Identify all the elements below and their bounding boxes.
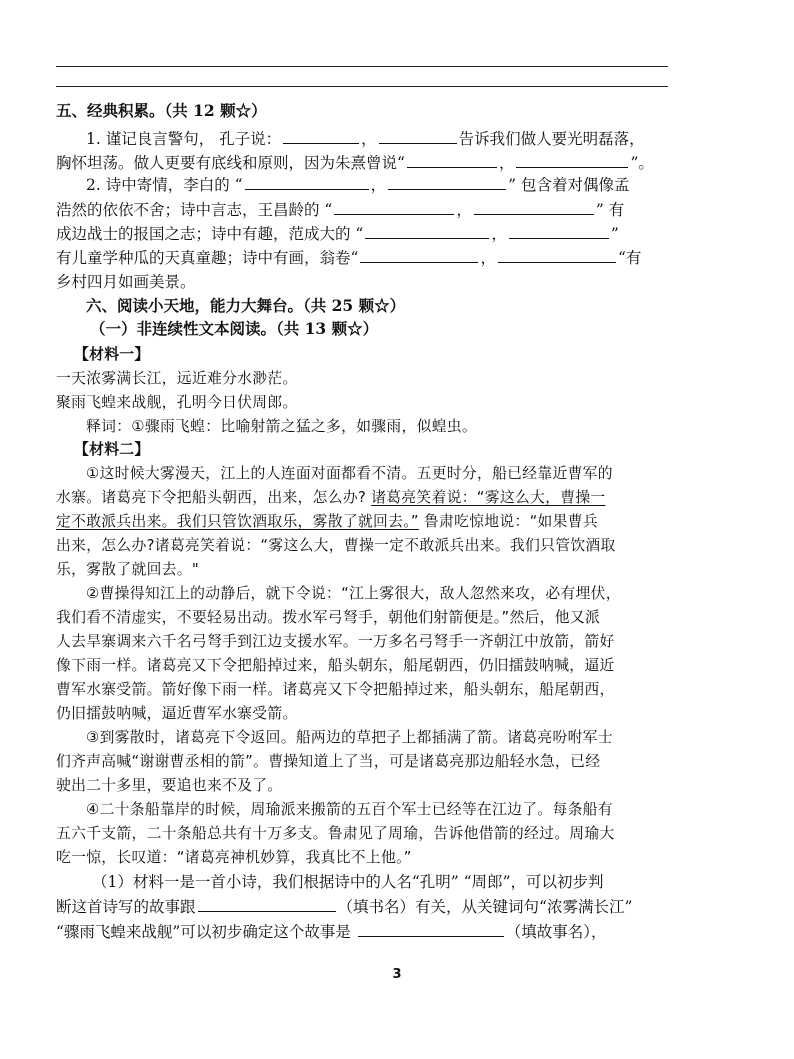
s5-q2-text-h: ， bbox=[491, 225, 507, 243]
s6-q1-text-d: “骤雨飞蝗来战舰”可以初步确定这个故事是 bbox=[56, 923, 356, 941]
answer-blank[interactable] bbox=[365, 224, 489, 239]
section6-title: 六、阅读小天地，能力大舞台。（共 25 颗☆） bbox=[86, 296, 406, 315]
answer-blank[interactable] bbox=[360, 248, 478, 263]
s5-q2-text-k: ， bbox=[480, 249, 496, 267]
poem-line-2: 聚雨飞蝗来战舰，孔明今日伏周郎。 bbox=[56, 394, 298, 411]
answer-blank[interactable] bbox=[379, 129, 457, 144]
p1-line2-underlined: 诸葛亮笑着说：“雾这么大，曹操一 bbox=[371, 489, 606, 506]
p2-line1: ②曹操得知江上的动静后，就下令说：“江上雾很大，敌人忽然来攻，必有埋伏， bbox=[86, 585, 621, 602]
s5-q1-text-e: ， bbox=[498, 154, 515, 172]
p2-line4: 像下雨一样。诸葛亮又下令把船掉过来，船头朝东，船尾朝西，仍旧擂鼓呐喊，逼近 bbox=[56, 657, 615, 674]
s5-q2-text-l: “有 bbox=[617, 249, 642, 267]
answer-blank[interactable] bbox=[407, 153, 497, 168]
page-number: 3 bbox=[392, 967, 402, 982]
p1-line4: 出来，怎么办?诸葛亮笑着说：“雾这么大，曹操一定不敢派兵出来。我们只管饮酒取 bbox=[56, 537, 616, 554]
s5-q2-text-c: ” 包含着对偶像孟 bbox=[508, 176, 630, 194]
book-name-blank[interactable] bbox=[198, 897, 336, 912]
answer-blank[interactable] bbox=[334, 200, 454, 215]
p3-line3: 驶出二十多里，要追也来不及了。 bbox=[56, 777, 283, 794]
answer-blank[interactable] bbox=[474, 200, 594, 215]
p2-line6: 仍旧擂鼓呐喊，逼近曹军水寨受箭。 bbox=[56, 705, 298, 722]
s5-q1-text-f: ”。 bbox=[630, 154, 654, 172]
p4-line2: 五六千支箭，二十条船总共有十万多支。鲁肃见了周瑜，告诉他借箭的经过。周瑜大 bbox=[56, 825, 615, 842]
s5-q2-text-g: 成边战士的报国之志；诗中有趣，范成大的 “ bbox=[56, 225, 364, 243]
p1-line2-a: 水寨。诸葛亮下令把船头朝西，出来，怎么办? bbox=[56, 489, 372, 506]
s5-q2-text-f: ” 有 bbox=[595, 201, 625, 219]
p1-line3-underlined: 定不敢派兵出来。我们只管饮酒取乐，雾散了就回去。” bbox=[56, 513, 419, 530]
p4-line3: 吃一惊，长叹道：“诸葛亮神机妙算，我真比不上他。” bbox=[56, 849, 412, 866]
s5-q2-text-b: ， bbox=[370, 176, 387, 194]
answer-blank[interactable] bbox=[283, 129, 359, 144]
s5-q1-text-b: ， bbox=[361, 130, 377, 148]
answer-blank[interactable] bbox=[245, 175, 369, 190]
s5-q2-text-i: ” bbox=[610, 225, 619, 243]
section6-part1-title: （一）非连续性文本阅读。（共 13 颗☆） bbox=[90, 319, 379, 338]
s5-q1-text-a: 1. 谨记良言警句， 孔子说： bbox=[86, 130, 282, 148]
s6-q1-text-c: （填书名）有关，从关键词句“浓雾满长江” bbox=[337, 898, 633, 916]
s5-q2-text-a: 2. 诗中寄情，李白的 “ bbox=[86, 176, 243, 194]
p2-line5: 曹军水寨受箭。箭好像下雨一样。诸葛亮又下令把船掉过来，船头朝东，船尾朝西， bbox=[56, 681, 615, 698]
s6-q1-line3 bbox=[56, 917, 672, 947]
answer-blank[interactable] bbox=[509, 224, 609, 239]
s6-q1-text-e: （填故事名）， bbox=[505, 923, 607, 941]
story-name-blank[interactable] bbox=[358, 922, 504, 937]
s6-q1-line1: （1）材料一是一首小诗，我们根据诗中的人名“孔明” “周郎”，可以初步判 bbox=[92, 873, 604, 891]
p1-line3-b: 鲁肃吃惊地说：“如果曹兵 bbox=[418, 513, 598, 530]
section5-title: 五、经典积累。（共 12 颗☆） bbox=[56, 101, 267, 120]
s5-q2-text-d: 浩然的依依不舍；诗中言志，王昌龄的 “ bbox=[56, 201, 333, 219]
p1-line1: ①这时候大雾漫天，江上的人连面对面都看不清。五更时分，船已经靠近曹军的 bbox=[86, 465, 613, 482]
p3-line2: 们齐声高喊“谢谢曹丞相的箭”。曹操知道上了当，可是诸葛亮那边船轻水急，已经 bbox=[56, 753, 601, 770]
s5-q2-text-j: 有儿童学种瓜的天真童趣；诗中有画，翁卷“ bbox=[56, 249, 359, 267]
top-rule-1 bbox=[56, 66, 668, 67]
s5-q2-line5: 乡村四月如画美景。 bbox=[56, 273, 196, 291]
answer-blank[interactable] bbox=[516, 153, 628, 168]
p3-line1: ③到雾散时，诸葛亮下令返回。船两边的草把子上都插满了箭。诸葛亮吩咐军士 bbox=[86, 729, 613, 746]
top-rule-2 bbox=[56, 86, 668, 87]
p4-line1: ④二十条船靠岸的时候，周瑜派来搬箭的五百个军士已经等在江边了。每条船有 bbox=[86, 801, 613, 818]
p2-line2: 我们看不清虚实，不要轻易出动。拨水军弓弩手，朝他们射箭便是。”然后，他又派 bbox=[56, 609, 601, 626]
s5-q2-text-e: ， bbox=[456, 201, 472, 219]
answer-blank[interactable] bbox=[388, 175, 506, 190]
poem-line-1: 一天浓雾满长江，远近难分水渺茫。 bbox=[56, 370, 298, 387]
answer-blank[interactable] bbox=[498, 248, 616, 263]
poem-note: 释词：①骤雨飞蝗：比喻射箭之猛之多，如骤雨，似蝗虫。 bbox=[86, 418, 477, 435]
p1-line5: 乐，雾散了就回去。" bbox=[56, 561, 199, 578]
s6-q1-text-b: 断这首诗写的故事跟 bbox=[56, 898, 196, 916]
s5-q1-text-d: 胸怀坦荡。做人更要有底线和原则，因为朱熹曾说“ bbox=[56, 154, 405, 172]
p2-line3: 人去旱寨调来六千名弓弩手到江边支援水军。一万多名弓弩手一齐朝江中放箭，箭好 bbox=[56, 633, 615, 650]
material1-label: 【材料一】 bbox=[74, 346, 150, 363]
material2-label: 【材料二】 bbox=[74, 441, 150, 458]
s5-q1-text-c: 告诉我们做人要光明磊落， bbox=[458, 130, 645, 148]
